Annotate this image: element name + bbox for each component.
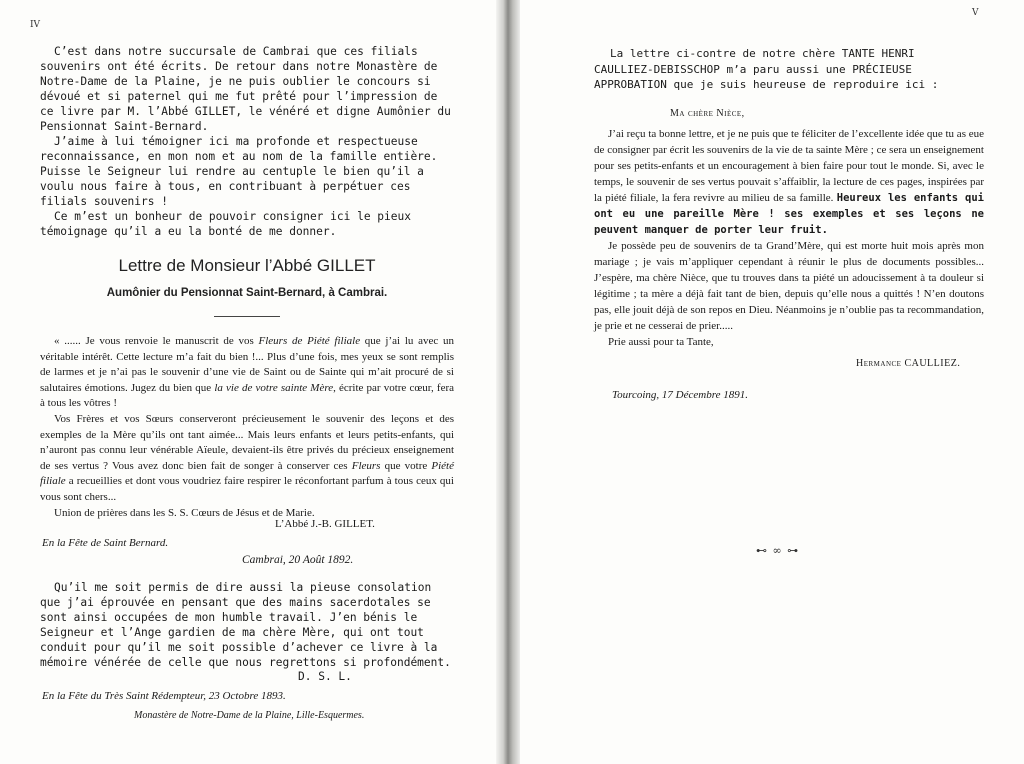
letter-feast: En la Fête de Saint Bernard.	[42, 537, 169, 549]
left-page	[0, 0, 496, 764]
letter-paragraph-1: « ...... Je vous renvoie le manuscrit de vos Fleurs de Piété filiale que j’ai lu avec un véritable intérêt. Cette lecture m’a fait du bien !... Plus d’une fois, mes yeux se sont remplis de larmes et je n’ai pas le souvenir d’une vie de Saint ou de Sainte qui m’ait procuré de si salutaires émotions. Jugez du bien que la vie de votre sainte Mère, écrite par votre cœur, fera à tous les vôtres !	[40, 335, 454, 410]
ornament-divider: ⊷ ∞ ⊶	[756, 544, 800, 557]
intro-paragraph-2: J’aime à lui témoigner ici ma profonde et respectueuse reconnaissance, en mon nom et au nom de la famille entière. Puisse le Seigneur lui rendre au centuple le bien qu’il a voulu nous faire à tous, en contribuant à perpétuer ces filials souvenirs !	[40, 135, 438, 208]
closing-paragraph: Qu’il me soit permis de dire aussi la pieuse consolation que j’ai éprouvée en pensant que des mains sacerdotales se sont ainsi occupées de mon humble travail. J’en bénis le Seigneur et l’Ange gardien de ma chère Mère, qui ont tout conduit pour qu’il me soit possible d’achever ce livre à la mémoire vénérée de celle que nous regrettons si profondément.	[40, 581, 451, 669]
letter-signature: L’Abbé J.-B. GILLET.	[275, 518, 375, 530]
letter-paragraph-1: J’ai reçu ta bonne lettre, et je ne puis que te féliciter de l’excellente idée que tu as eue de consigner par écrit les souvenirs de la vie de ta sainte Mère ; ce sera un enseignement pour ses petits-enfants et un encouragement à bien faire pour tout le monde. Si, avec le temps, le souvenir de ses vertus pouvait s’affaiblir, la lecture de ces pages, inspirées par la piété filiale, la fera revivre au milieu de sa famille. Heureux les enfants qui ont eu une pareille Mère ! ses exemples et ses leçons ne peuvent manquer de porter leur fruit.	[594, 128, 984, 236]
closing-initials: D. S. L.	[298, 670, 352, 683]
place-date: Tourcoing, 17 Décembre 1891.	[612, 389, 748, 401]
letter-title: Lettre de Monsieur l’Abbé GILLET	[118, 256, 376, 275]
page-number: IV	[30, 20, 41, 30]
page-number: V	[972, 8, 979, 18]
title-divider	[214, 316, 280, 317]
right-page	[520, 0, 1024, 764]
closing-place: Monastère de Notre-Dame de la Plaine, Lille-Esquermes.	[134, 710, 365, 721]
salutation: Ma chère Nièce,	[670, 108, 745, 119]
letter-paragraph-3: Prie aussi pour ta Tante,	[608, 336, 714, 348]
letter-place-date: Cambrai, 20 Août 1892.	[242, 554, 354, 566]
letter-subtitle: Aumônier du Pensionnat Saint-Bernard, à Cambrai.	[106, 287, 388, 299]
letter-paragraph-3: Union de prières dans les S. S. Cœurs de Jésus et de Marie.	[54, 506, 315, 519]
intro-text	[40, 44, 454, 239]
intro-paragraph-3: Ce m’est un bonheur de pouvoir consigner ici le pieux témoignage qu’il a eu la bonté de me donner.	[40, 210, 411, 238]
intro-paragraph-1: C’est dans notre succursale de Cambrai que ces filials souvenirs ont été écrits. De retour dans notre Monastère de Notre-Dame de la Plaine, je ne puis oublier le concours si dévoué et si paternel qui me fut prêté pour l’impression de ce livre par M. l’Abbé GILLET, le vénéré et digne Aumônier du Pensionnat Saint-Bernard.	[40, 45, 451, 133]
gillet-letter	[40, 334, 454, 521]
letter-paragraph-2: Je possède peu de souvenirs de ta Grand’Mère, qui est morte huit mois après mon mariage ; je vais m’appliquer cependant à réunir le plus de documents possibles... J’espère, ma chère Nièce, que tu trouves dans ta piété un adoucissement à ta douleur si légitime ; ta mère a déjà fait tant de bien, depuis qu’elle nous a quittés ! N’en doutons pas, elle jouit déjà de son repos en Dieu. Néanmoins je n’oublie pas ta recommandation, je prie et ne cesserai de prier.....	[594, 240, 984, 332]
intro-text: La lettre ci-contre de notre chère TANTE HENRI CAULLIEZ-DEBISSCHOP m’a paru aussi une PRÉCIEUSE APPROBATION que je suis heureuse de reproduire ici :	[594, 47, 939, 91]
book-gutter	[496, 0, 520, 764]
signature: Hermance CAULLIEZ.	[856, 358, 961, 369]
caulliez-letter	[594, 126, 984, 350]
letter-paragraph-2: Vos Frères et vos Sœurs conserveront précieusement le souvenir des leçons et des exemples de la Mère qu’ils ont tant aimée... Mais leurs enfants et leurs petits-enfants, qui n’auront pas connu leur vénérable Aïeule, devaient-ils être privés du précieux enseignement de ses vertus ? Vous avez donc bien fait de songer à conserver ces Fleurs que votre Piété filiale a recueillies et dont vous voudriez faire respirer le réconfortant parfum à tous ceux qui vous sont chers...	[40, 412, 454, 503]
closing-date: En la Fête du Très Saint Rédempteur, 23 Octobre 1893.	[42, 690, 286, 702]
